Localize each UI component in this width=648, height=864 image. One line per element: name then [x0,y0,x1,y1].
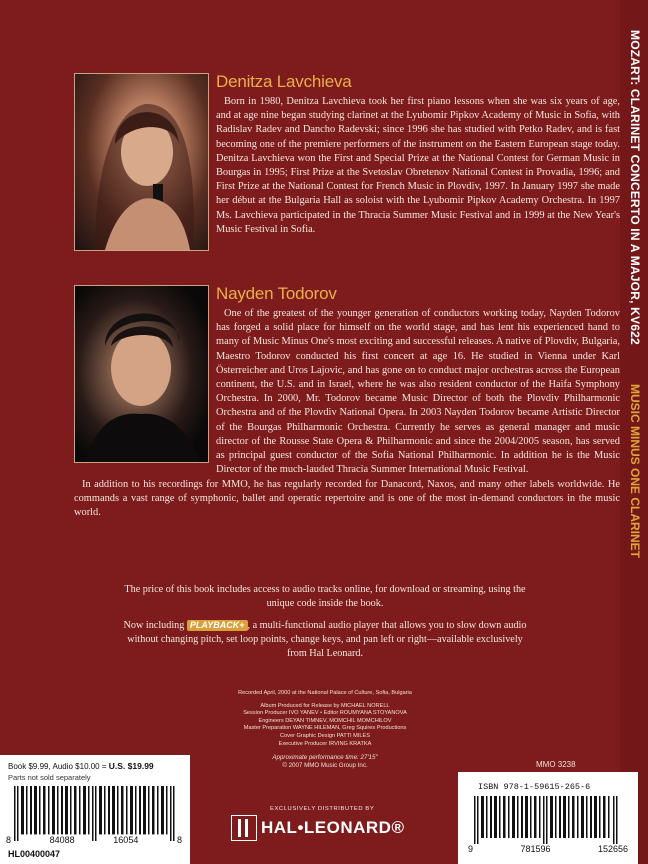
playback-notice-post: , a multi-functional audio player that allows you to slow down audio without changing pitch, set loop points, change keys, and pan left or right—available exclusively from Hal Leonard. [127,620,527,659]
artist-name-lavchieva: Denitza Lavchieva [216,72,352,91]
artist-bio-todorov: One of the greatest of the younger generation of conductors working today, Nayden Todorov has forged a solid place for himself on the world stage, and has lent his experienced hand to many of Music Minus One's most exciting and successful releases. A native of Plovdiv, Bulgaria, Maestro Todorov conducted his first concert at age 16. He studied in Vienna under Karl Österreicher and Uros Lajovic, and has gone on to conduct major orchestras across the European continent, the U.S. and in Israel, where he was also resident conductor of the Haifa Symphony Orchestra. In 2000, Mr. Todorov became Music Director of both the Plovdiv Philharmonic Orchestra and of the Plovdiv National Opera. In 2003 Nayden Todorov became Artistic Director of the Bourgas Philharmonic Orchestra. Currently he serves as general manager and music director of the Rousse State Opera & Philharmonic and since the 2004/2005 season, has served as principal guest conductor of the Sofia National Philharmonic. In addition he is the Music Director of the much-lauded Thracia Summer International Music Festival. [216,308,620,476]
audio-access-notice: The price of this book includes access to audio tracks online, for download or streaming, using the unique code inside the book. [124,584,526,609]
performance-time: Approximate performance time: 27'15" [272,754,378,761]
price-breakdown: Book $9.99, Audio $10.00 = [8,762,107,771]
upc-digit-group: 16054 [113,835,139,845]
recording-credits [160,690,490,748]
spine [620,0,648,864]
playback-notice-pre: Now including [123,620,185,631]
ean-digit-group: 9 [468,844,474,854]
artist-photo-lavchieva [74,73,209,251]
isbn-barcode-box [458,772,638,864]
artist-bio-todorov-continued: In addition to his recordings for MMO, he has regularly recorded for Danacord, Naxos, and many other labels worldwide. He commands a vast range of symphonic, ballet and operatic repertoire and is one of the most in-demand conductors in the music world. [74,479,620,519]
credit-executive: Executive Producer IRVING KRATKA [278,740,372,747]
upc-digit-group: 8 [176,835,182,845]
credit-design: Cover Graphic Design PATTI MILES [280,732,370,739]
hal-leonard-logo [231,815,404,841]
credit-recorded: Recorded April, 2000 at the National Palace of Culture, Sofia, Bulgaria [238,690,412,696]
playback-notice [120,619,530,661]
credit-session: Session Producer IVO YANEV • Editor ROUMYANA STOYANOVA [243,710,407,717]
ean-digit-group: 152656 [597,844,628,854]
spine-title: MOZART: CLARINET CONCERTO IN A MAJOR, KV622 [628,30,642,345]
copyright: © 2007 MMO Music Group Inc. [282,762,368,769]
artist-name-todorov: Nayden Todorov [216,284,337,303]
price-total: U.S. $19.99 [108,761,154,771]
artist-bio-lavchieva: Born in 1980, Denitza Lavchieva took her first piano lessons when she was six years of age, and at age nine began studying clarinet at the Lyubomir Pipkov Academy of Music in Sofia, with Radislav Radev and Dancho Radevski; since 1996 she has studied with Petko Radev, and is fast becoming one of the premiere performers of the instrument on the Eastern European stage today. Denitza Lavchieva won the First and Special Prize at the National Contest for German Music in Bourgas in 1995; First Prize at the Svetoslav Obretenov National Contest in Provadia, 1996; and First Prize at the National Contest for French Music in Plovdiv, 1997. In January 1997 she made her début at the Bulgaria Hall as soloist with the Lyubomir Pipkov Academy Orchestra. In 1997 Ms. Lavchieva participated in the Thracia Summer Music Festival and in 1999 at the New Year's Music Festival in Sofia. [216,96,620,235]
isbn-number: ISBN 978-1-59615-265-6 [478,782,591,792]
upc-digit-group: 84088 [49,835,75,845]
upc-digit-group: 8 [6,835,12,845]
ean-digit-group: 781596 [520,844,551,854]
hal-leonard-name: HAL•LEONARD® [261,818,405,837]
upc-digits [6,835,182,845]
mmo-catalog-number: MMO 3238 [536,760,576,769]
performance-info [160,754,490,770]
price-barcode-box [0,755,190,864]
hal-leonard-mark-icon [231,815,257,841]
parts-note: Parts not sold separately [8,773,91,782]
upc-barcode [10,786,178,841]
credit-produced: Album Produced for Release by MICHAEL NORELL [260,702,390,709]
distributor-label: EXCLUSIVELY DISTRIBUTED BY [270,806,375,812]
playback-plus-logo: PLAYBACK+ [187,620,248,631]
spine-subtitle: MUSIC MINUS ONE CLARINET [628,384,642,558]
price-line [8,761,154,771]
ean-digits [468,844,628,854]
ean-barcode [472,796,622,844]
artist-photo-todorov [74,285,209,463]
credit-master: Master Preparation WAYNE HILEMAN, Greg Squires Productions [243,725,407,732]
credit-engineers: Engineers DEYAN TIMNEV, MOMCHIL MOMCHILOV [258,717,392,724]
hl-catalog-code: HL00400047 [8,849,61,859]
